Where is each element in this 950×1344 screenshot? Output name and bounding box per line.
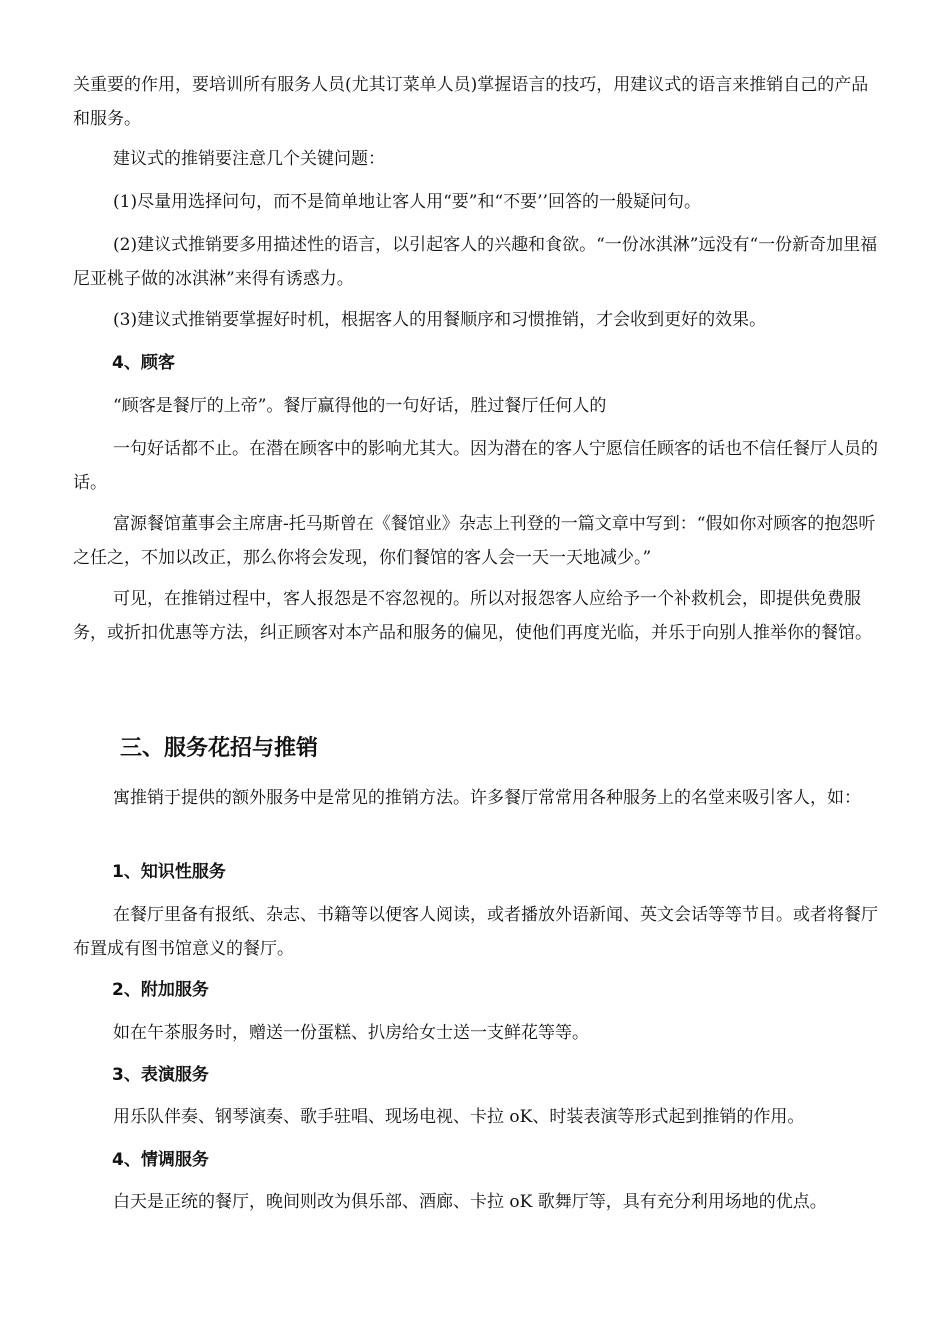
heading-additional-service: 2、附加服务	[112, 980, 209, 1000]
paragraph-customer-god: “顾客是餐厅的上帝”。餐厅赢得他的一句好话，胜过餐厅任何人的	[113, 396, 607, 416]
heading-performance-service: 3、表演服务	[112, 1065, 209, 1085]
paragraph-complaints: 可见，在推销过程中，客人报怨是不容忽视的。所以对报怨客人应给予一个补救机会，即提供免费服务，或折扣优惠等方法，纠正顾客对本产品和服务的偏见，使他们再度光临，并乐于向别人推举你的餐馆。	[73, 589, 872, 643]
paragraph-extra-service: 寓推销于提供的额外服务中是常见的推销方法。许多餐厅常常用各种服务上的名堂来吸引客人，如：	[113, 788, 861, 808]
paragraph-intro-continued: 关重要的作用，要培训所有服务人员(尤其订菜单人员)掌握语言的技巧，用建议式的语言来推销自己的产品和服务。	[73, 75, 869, 129]
paragraph-knowledge-service: 在餐厅里备有报纸、杂志、书籍等以便客人阅读，或者播放外语新闻、英文会话等等节目。或者将餐厅布置成有图书馆意义的餐厅。	[73, 905, 878, 959]
paragraph-key-issues: 建议式的推销要注意几个关键问题：	[113, 149, 385, 169]
paragraph-point-3: (3)建议式推销要掌握好时机，根据客人的用餐顺序和习惯推销，才会收到更好的效果。	[113, 310, 767, 330]
section-title-service-tricks: 三、服务花招与推销	[120, 736, 319, 761]
paragraph-additional-service: 如在午茶服务时，赠送一份蛋糕、扒房给女士送一支鲜花等等。	[113, 1023, 589, 1043]
paragraph-potential-customers: 一句好话都不止。在潜在顾客中的影响尤其大。因为潜在的客人宁愿信任顾客的话也不信任餐厅人员的话。	[73, 439, 878, 493]
paragraph-mood-service: 白天是正统的餐厅，晚间则改为俱乐部、酒廊、卡拉 oK 歌舞厅等，具有充分利用场地的优点。	[113, 1192, 827, 1212]
heading-mood-service: 4、情调服务	[112, 1150, 209, 1170]
paragraph-chairman-quote: 富源餐馆董事会主席唐-托马斯曾在《餐馆业》杂志上刊登的一篇文章中写到：“假如你对顾客的抱怨听之任之，不加以改正，那么你将会发现，你们餐馆的客人会一天一天地减少。”	[73, 514, 876, 568]
paragraph-performance-service: 用乐队伴奏、钢琴演奏、歌手驻唱、现场电视、卡拉 oK、时装表演等形式起到推销的作用。	[113, 1107, 805, 1127]
paragraph-point-1: (1)尽量用选择问句，而不是简单地让客人用“要”和“不要’’回答的一般疑问句。	[113, 192, 701, 212]
paragraph-point-2: (2)建议式推销要多用描述性的语言，以引起客人的兴趣和食欲。“一份冰淇淋”远没有“一份新奇加里福尼亚桃子做的冰淇淋”来得有诱惑力。	[73, 235, 878, 289]
heading-knowledge-service: 1、知识性服务	[112, 862, 226, 882]
heading-customer: 4、顾客	[112, 353, 175, 373]
